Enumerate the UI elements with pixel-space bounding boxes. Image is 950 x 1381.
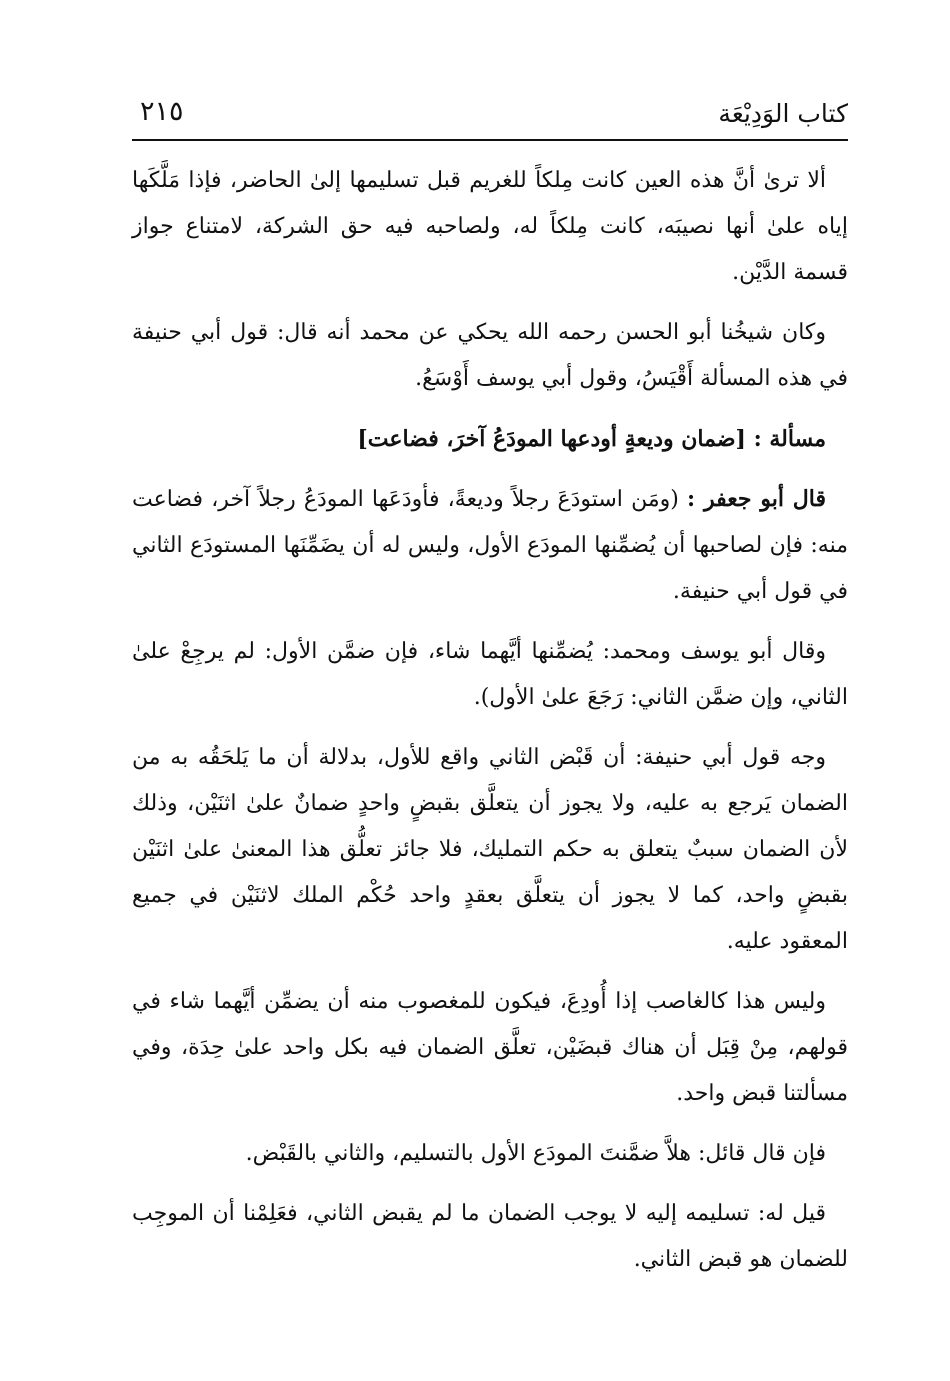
paragraph-3	[132, 476, 848, 615]
paragraph-1-text: ألا ترىٰ أنَّ هذه العين كانت مِلكاً للغريم قبل تسليمها إلىٰ الحاضر، فإذا مَلَّكَها إياه علىٰ أنها نصيبَه، كانت مِلكاً له، ولصاحبه فيه حق الشركة، لامتناع جواز قسمة الدَّيْن.	[132, 168, 848, 285]
header-rule	[132, 139, 848, 141]
paragraph-5-text: وجه قول أبي حنيفة: أن قَبْض الثاني واقع للأول، بدلالة أن ما يَلحَقُه به من الضمان يَرجع به عليه، ولا يجوز أن يتعلَّق بقبضٍ واحدٍ ضمانٌ علىٰ اثنَيْن، وذلك لأن الضمان سببٌ يتعلق به حكم التمليك، فلا جائز تعلُّق هذا المعنىٰ علىٰ اثنَيْن بقبضٍ واحد، كما لا يجوز أن يتعلَّق بعقدٍ واحد حُكْم الملك لاثنَيْن في جميع المعقود عليه.	[132, 745, 848, 954]
paragraph-7-text: فإن قال قائل: هلاَّ ضمَّنتَ المودَع الأول بالتسليم، والثاني بالقَبْض.	[245, 1141, 826, 1166]
paragraph-6	[132, 979, 848, 1117]
page-body	[132, 158, 848, 1297]
paragraph-3-text: (ومَن استودَعَ رجلاً وديعةً، فأودَعَها المودَعُ رجلاً آخر، فضاعت منه: فإن لصاحبها أن يُضمِّنها المودَع الأول، وليس له أن يضَمِّنَها المستودَع الثاني في قول أبي حنيفة.	[132, 487, 848, 604]
section-heading: مسألة : [ضمان وديعةٍ أودعها المودَعُ آخرَ، فضاعت]	[357, 426, 826, 452]
paragraph-6-text: وليس هذا كالغاصب إذا أُودِعَ، فيكون للمغصوب منه أن يضمِّن أيَّهما شاء في قولهم، مِنْ قِبَل أن هناك قبضَيْن، تعلَّق الضمان فيه بكل واحد علىٰ حِدَة، وفي مسألتنا قبض واحد.	[132, 989, 848, 1106]
paragraph-2	[132, 310, 848, 402]
paragraph-8	[132, 1191, 848, 1283]
paragraph-4-text: وقال أبو يوسف ومحمد: يُضمِّنها أيَّهما شاء، فإن ضمَّن الأول: لم يرجِعْ علىٰ الثاني، وإن ضمَّن الثاني: رَجَعَ علىٰ الأول).	[132, 639, 848, 710]
paragraph-3-lead: قال أبو جعفر :	[687, 486, 826, 512]
paragraph-2-text: وكان شيخُنا أبو الحسن رحمه الله يحكي عن محمد أنه قال: قول أبي حنيفة في هذه المسألة أَقْيَسُ، وقول أبي يوسف أَوْسَعُ.	[132, 320, 848, 391]
page-header	[132, 92, 848, 138]
paragraph-8-text: قيل له: تسليمه إليه لا يوجب الضمان ما لم يقبض الثاني، فعَلِمْنا أن الموجِب للضمان هو قبض الثاني.	[132, 1201, 848, 1272]
paragraph-5	[132, 735, 848, 965]
paragraph-4	[132, 629, 848, 721]
paragraph-1	[132, 158, 848, 296]
page-number: ٢١٥	[140, 96, 184, 127]
paragraph-7	[132, 1131, 848, 1177]
running-title: كتاب الوَدِيْعَة	[718, 99, 848, 128]
